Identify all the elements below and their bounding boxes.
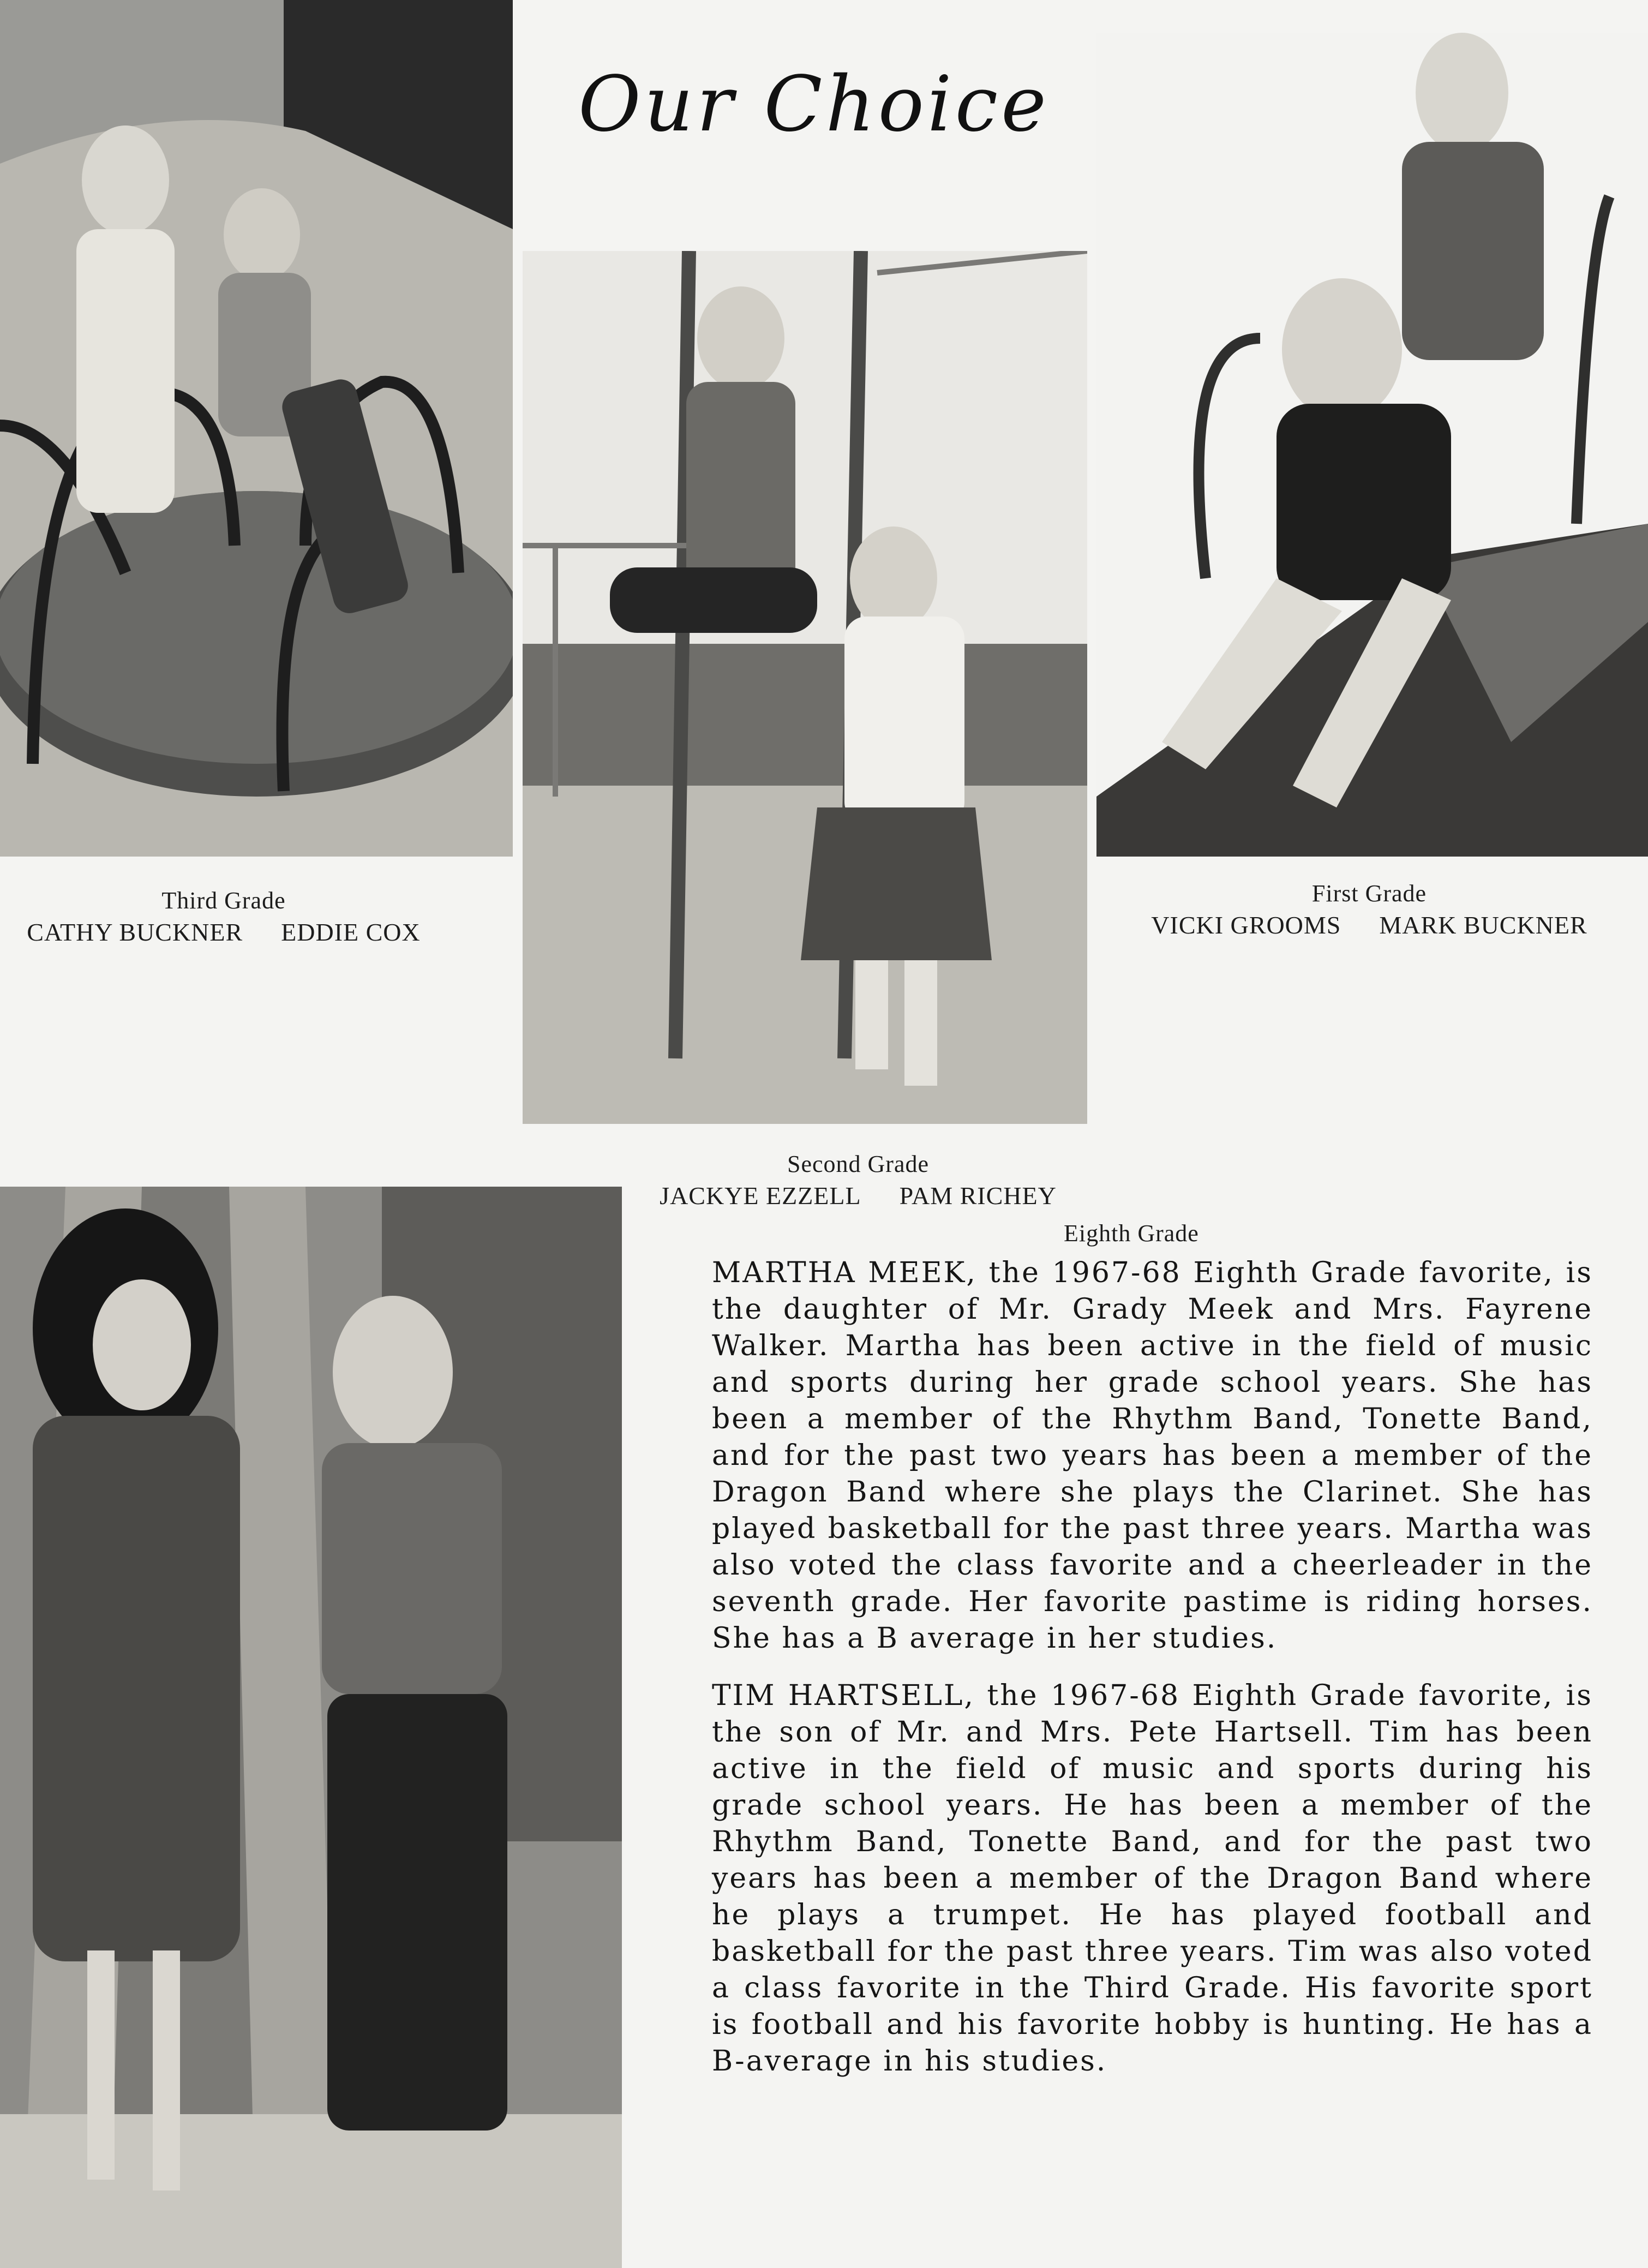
student-names <box>632 1181 1084 1210</box>
photo-third-grade <box>0 0 513 857</box>
page-title: Our Choice <box>578 60 1050 149</box>
student-name: VICKI GROOMS <box>1151 911 1341 939</box>
photo-eighth-grade <box>0 1187 622 2268</box>
caption-second-grade <box>632 1150 1084 1210</box>
article-paragraph: MARTHA MEEK, the 1967-68 Eighth Grade favorite, is the daughter of Mr. Grady Meek and Mrs. Fayrene Walker. Martha has been active in the field of music and sports during her grade school years. She has been a member of the Rhythm Band, Tonette Band, and for the past two years has been a member of the Dragon Band where she plays the Clarinet. She has played basketball for the past three years. Martha was also voted the class favorite and a cheerleader in the seventh grade. Her favorite pastime is riding horses. She has a B average in her studies. <box>712 1256 1593 1655</box>
student-name: CATHY BUCKNER <box>27 918 243 946</box>
article-paragraph: TIM HARTSELL, the 1967-68 Eighth Grade favorite, is the son of Mr. and Mrs. Pete Hartsell. Tim has been active in the field of music and sports during his grade school years. He has been a member of the Rhythm Band, Tonette Band, and for the past two years has been a member of the Dragon Band where he plays a trumpet. He has played football and basketball for the past three years. Tim was also voted a class favorite in the Third Grade. His favorite sport is football and his favorite hobby is hunting. He has a B-average in his studies. <box>712 1679 1593 2078</box>
student-name: MARK BUCKNER <box>1379 911 1587 939</box>
grade-label: Second Grade <box>787 1151 929 1177</box>
student-name: JACKYE EZZELL <box>660 1182 861 1210</box>
student-names <box>1129 911 1609 939</box>
grade-label-eighth: Eighth Grade <box>1064 1220 1199 1247</box>
grade-label: Third Grade <box>161 887 286 914</box>
caption-first-grade <box>1129 879 1609 939</box>
grade-label: First Grade <box>1311 880 1427 907</box>
article-text <box>712 1255 1593 2101</box>
caption-third-grade <box>0 887 447 947</box>
student-names <box>0 918 447 947</box>
student-name: PAM RICHEY <box>899 1182 1057 1210</box>
student-name: EDDIE COX <box>281 918 421 946</box>
photo-second-grade <box>523 251 1087 1124</box>
photo-first-grade <box>1096 33 1648 857</box>
